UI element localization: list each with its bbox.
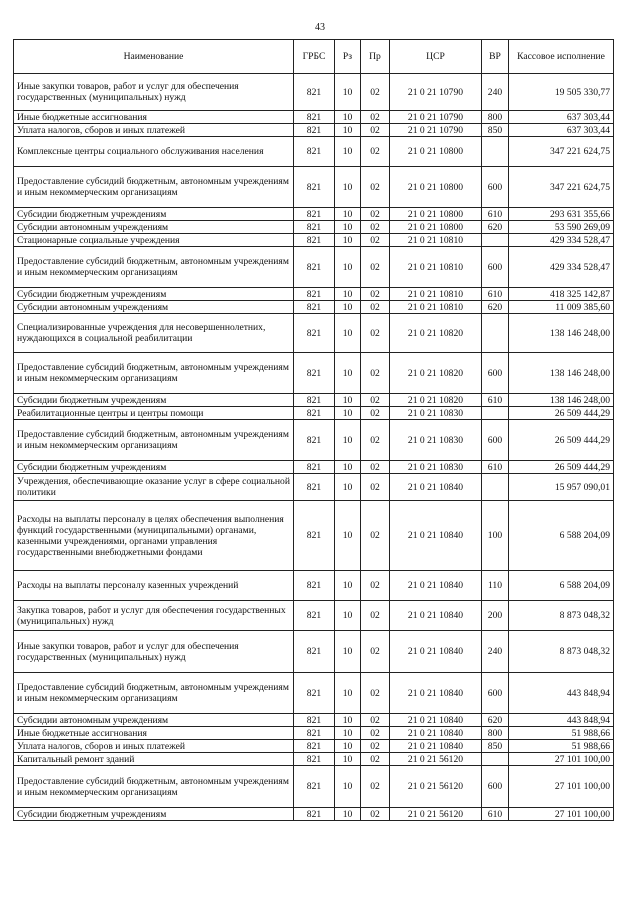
row-vr: 800 bbox=[482, 727, 509, 740]
table-row bbox=[14, 673, 614, 714]
row-vr: 200 bbox=[482, 601, 509, 631]
row-csr: 21 0 21 10790 bbox=[390, 111, 482, 124]
row-vr: 600 bbox=[482, 167, 509, 208]
row-vr: 600 bbox=[482, 353, 509, 394]
row-pr: 02 bbox=[361, 631, 390, 673]
row-csr: 21 0 21 10820 bbox=[390, 353, 482, 394]
row-rz: 10 bbox=[335, 111, 361, 124]
row-rz: 10 bbox=[335, 124, 361, 137]
table-row bbox=[14, 808, 614, 821]
row-name: Предоставление субсидий бюджетным, автономным учреждениям и иным некоммерческим организациям bbox=[14, 353, 294, 394]
row-csr: 21 0 21 10840 bbox=[390, 714, 482, 727]
row-grbs: 821 bbox=[294, 740, 335, 753]
row-pr: 02 bbox=[361, 727, 390, 740]
row-name: Уплата налогов, сборов и иных платежей bbox=[14, 124, 294, 137]
header-grbs: ГРБС bbox=[294, 40, 335, 74]
row-name: Субсидии бюджетным учреждениям bbox=[14, 461, 294, 474]
row-name: Закупка товаров, работ и услуг для обеспечения государственных (муниципальных) нужд bbox=[14, 601, 294, 631]
row-csr: 21 0 21 10810 bbox=[390, 234, 482, 247]
row-grbs: 821 bbox=[294, 727, 335, 740]
row-vr: 850 bbox=[482, 124, 509, 137]
table-row bbox=[14, 740, 614, 753]
row-rz: 10 bbox=[335, 301, 361, 314]
table-row bbox=[14, 461, 614, 474]
row-amount: 8 873 048,32 bbox=[509, 601, 614, 631]
row-grbs: 821 bbox=[294, 167, 335, 208]
row-grbs: 821 bbox=[294, 461, 335, 474]
row-csr: 21 0 21 10810 bbox=[390, 288, 482, 301]
row-vr: 610 bbox=[482, 394, 509, 407]
row-pr: 02 bbox=[361, 137, 390, 167]
row-amount: 443 848,94 bbox=[509, 673, 614, 714]
row-rz: 10 bbox=[335, 753, 361, 766]
row-rz: 10 bbox=[335, 247, 361, 288]
table-row bbox=[14, 753, 614, 766]
row-pr: 02 bbox=[361, 111, 390, 124]
row-grbs: 821 bbox=[294, 394, 335, 407]
row-amount: 347 221 624,75 bbox=[509, 137, 614, 167]
row-grbs: 821 bbox=[294, 247, 335, 288]
row-amount: 293 631 355,66 bbox=[509, 208, 614, 221]
row-grbs: 821 bbox=[294, 420, 335, 461]
row-csr: 21 0 21 10800 bbox=[390, 137, 482, 167]
row-csr: 21 0 21 10830 bbox=[390, 461, 482, 474]
row-name: Предоставление субсидий бюджетным, автономным учреждениям и иным некоммерческим организациям bbox=[14, 167, 294, 208]
row-pr: 02 bbox=[361, 673, 390, 714]
row-csr: 21 0 21 10840 bbox=[390, 474, 482, 501]
header-vr: ВР bbox=[482, 40, 509, 74]
row-vr: 600 bbox=[482, 766, 509, 808]
row-rz: 10 bbox=[335, 601, 361, 631]
row-rz: 10 bbox=[335, 474, 361, 501]
row-amount: 15 957 090,01 bbox=[509, 474, 614, 501]
row-pr: 02 bbox=[361, 740, 390, 753]
row-amount: 26 509 444,29 bbox=[509, 407, 614, 420]
row-vr: 620 bbox=[482, 221, 509, 234]
table-row bbox=[14, 601, 614, 631]
row-csr: 21 0 21 10800 bbox=[390, 208, 482, 221]
row-name: Специализированные учреждения для несовершеннолетних, нуждающихся в социальной реабилитации bbox=[14, 314, 294, 353]
table-row bbox=[14, 314, 614, 353]
row-grbs: 821 bbox=[294, 301, 335, 314]
row-vr: 620 bbox=[482, 301, 509, 314]
row-csr: 21 0 21 10810 bbox=[390, 301, 482, 314]
row-rz: 10 bbox=[335, 137, 361, 167]
row-vr: 610 bbox=[482, 208, 509, 221]
row-csr: 21 0 21 10840 bbox=[390, 727, 482, 740]
table-row bbox=[14, 631, 614, 673]
page-number: 43 bbox=[315, 22, 325, 33]
row-amount: 443 848,94 bbox=[509, 714, 614, 727]
row-pr: 02 bbox=[361, 353, 390, 394]
table-row bbox=[14, 474, 614, 501]
row-grbs: 821 bbox=[294, 314, 335, 353]
row-vr: 610 bbox=[482, 461, 509, 474]
row-vr: 110 bbox=[482, 571, 509, 601]
row-amount: 347 221 624,75 bbox=[509, 167, 614, 208]
row-pr: 02 bbox=[361, 167, 390, 208]
row-name: Предоставление субсидий бюджетным, автономным учреждениям и иным некоммерческим организациям bbox=[14, 673, 294, 714]
row-rz: 10 bbox=[335, 766, 361, 808]
row-amount: 429 334 528,47 bbox=[509, 234, 614, 247]
row-pr: 02 bbox=[361, 124, 390, 137]
row-name: Иные бюджетные ассигнования bbox=[14, 111, 294, 124]
row-vr: 600 bbox=[482, 420, 509, 461]
row-amount: 8 873 048,32 bbox=[509, 631, 614, 673]
row-rz: 10 bbox=[335, 740, 361, 753]
row-csr: 21 0 21 10800 bbox=[390, 167, 482, 208]
row-rz: 10 bbox=[335, 394, 361, 407]
row-csr: 21 0 21 10840 bbox=[390, 571, 482, 601]
row-rz: 10 bbox=[335, 571, 361, 601]
row-name: Реабилитационные центры и центры помощи bbox=[14, 407, 294, 420]
row-pr: 02 bbox=[361, 301, 390, 314]
row-csr: 21 0 21 10840 bbox=[390, 673, 482, 714]
row-rz: 10 bbox=[335, 208, 361, 221]
row-amount: 51 988,66 bbox=[509, 727, 614, 740]
table-row bbox=[14, 124, 614, 137]
row-amount: 637 303,44 bbox=[509, 111, 614, 124]
table-body bbox=[14, 74, 614, 821]
row-rz: 10 bbox=[335, 714, 361, 727]
row-grbs: 821 bbox=[294, 766, 335, 808]
row-grbs: 821 bbox=[294, 208, 335, 221]
row-name: Учреждения, обеспечивающие оказание услуг в сфере социальной политики bbox=[14, 474, 294, 501]
table-row bbox=[14, 208, 614, 221]
row-amount: 26 509 444,29 bbox=[509, 461, 614, 474]
row-name: Субсидии бюджетным учреждениям bbox=[14, 808, 294, 821]
header-csr: ЦСР bbox=[390, 40, 482, 74]
table-row bbox=[14, 353, 614, 394]
row-pr: 02 bbox=[361, 247, 390, 288]
row-vr: 620 bbox=[482, 714, 509, 727]
row-pr: 02 bbox=[361, 394, 390, 407]
row-csr: 21 0 21 10820 bbox=[390, 314, 482, 353]
row-name: Иные бюджетные ассигнования bbox=[14, 727, 294, 740]
table-row bbox=[14, 571, 614, 601]
row-rz: 10 bbox=[335, 420, 361, 461]
row-amount: 27 101 100,00 bbox=[509, 766, 614, 808]
row-grbs: 821 bbox=[294, 74, 335, 111]
row-vr: 240 bbox=[482, 74, 509, 111]
header-pr: Пр bbox=[361, 40, 390, 74]
row-amount: 6 588 204,09 bbox=[509, 571, 614, 601]
row-pr: 02 bbox=[361, 74, 390, 111]
row-grbs: 821 bbox=[294, 753, 335, 766]
row-pr: 02 bbox=[361, 808, 390, 821]
row-name: Предоставление субсидий бюджетным, автономным учреждениям и иным некоммерческим организациям bbox=[14, 420, 294, 461]
row-rz: 10 bbox=[335, 314, 361, 353]
table-row bbox=[14, 234, 614, 247]
row-vr: 600 bbox=[482, 247, 509, 288]
row-name: Субсидии бюджетным учреждениям bbox=[14, 208, 294, 221]
row-vr: 610 bbox=[482, 808, 509, 821]
row-rz: 10 bbox=[335, 407, 361, 420]
row-rz: 10 bbox=[335, 288, 361, 301]
row-grbs: 821 bbox=[294, 288, 335, 301]
table-row bbox=[14, 727, 614, 740]
row-vr bbox=[482, 474, 509, 501]
table-row bbox=[14, 394, 614, 407]
row-name: Иные закупки товаров, работ и услуг для обеспечения государственных (муниципальных) нужд bbox=[14, 631, 294, 673]
row-csr: 21 0 21 10830 bbox=[390, 420, 482, 461]
row-rz: 10 bbox=[335, 234, 361, 247]
row-rz: 10 bbox=[335, 808, 361, 821]
row-vr: 800 bbox=[482, 111, 509, 124]
table-header-row bbox=[14, 40, 614, 74]
row-pr: 02 bbox=[361, 501, 390, 571]
row-pr: 02 bbox=[361, 601, 390, 631]
row-pr: 02 bbox=[361, 221, 390, 234]
row-pr: 02 bbox=[361, 474, 390, 501]
table-row bbox=[14, 74, 614, 111]
table-row bbox=[14, 167, 614, 208]
row-grbs: 821 bbox=[294, 474, 335, 501]
table-row bbox=[14, 111, 614, 124]
row-rz: 10 bbox=[335, 673, 361, 714]
row-grbs: 821 bbox=[294, 124, 335, 137]
row-csr: 21 0 21 10830 bbox=[390, 407, 482, 420]
row-rz: 10 bbox=[335, 631, 361, 673]
table-row bbox=[14, 766, 614, 808]
header-rz: Рз bbox=[335, 40, 361, 74]
row-rz: 10 bbox=[335, 221, 361, 234]
row-vr bbox=[482, 753, 509, 766]
row-pr: 02 bbox=[361, 420, 390, 461]
row-vr bbox=[482, 407, 509, 420]
row-csr: 21 0 21 56120 bbox=[390, 766, 482, 808]
row-grbs: 821 bbox=[294, 571, 335, 601]
row-pr: 02 bbox=[361, 766, 390, 808]
row-pr: 02 bbox=[361, 753, 390, 766]
row-name: Предоставление субсидий бюджетным, автономным учреждениям и иным некоммерческим организациям bbox=[14, 247, 294, 288]
row-csr: 21 0 21 10840 bbox=[390, 740, 482, 753]
row-vr: 850 bbox=[482, 740, 509, 753]
table-row bbox=[14, 247, 614, 288]
row-amount: 637 303,44 bbox=[509, 124, 614, 137]
row-amount: 138 146 248,00 bbox=[509, 394, 614, 407]
row-pr: 02 bbox=[361, 571, 390, 601]
row-name: Капитальный ремонт зданий bbox=[14, 753, 294, 766]
row-csr: 21 0 21 10840 bbox=[390, 601, 482, 631]
row-name: Субсидии бюджетным учреждениям bbox=[14, 288, 294, 301]
row-name: Расходы на выплаты персоналу казенных учреждений bbox=[14, 571, 294, 601]
row-amount: 53 590 269,09 bbox=[509, 221, 614, 234]
row-amount: 27 101 100,00 bbox=[509, 753, 614, 766]
row-amount: 51 988,66 bbox=[509, 740, 614, 753]
row-name: Субсидии автономным учреждениям bbox=[14, 714, 294, 727]
row-csr: 21 0 21 10840 bbox=[390, 501, 482, 571]
row-rz: 10 bbox=[335, 727, 361, 740]
row-csr: 21 0 21 10840 bbox=[390, 631, 482, 673]
row-name: Субсидии автономным учреждениям bbox=[14, 301, 294, 314]
row-name: Иные закупки товаров, работ и услуг для обеспечения государственных (муниципальных) нужд bbox=[14, 74, 294, 111]
row-csr: 21 0 21 56120 bbox=[390, 808, 482, 821]
row-pr: 02 bbox=[361, 208, 390, 221]
row-grbs: 821 bbox=[294, 501, 335, 571]
row-pr: 02 bbox=[361, 407, 390, 420]
row-vr: 610 bbox=[482, 288, 509, 301]
row-name: Субсидии автономным учреждениям bbox=[14, 221, 294, 234]
row-csr: 21 0 21 10810 bbox=[390, 247, 482, 288]
row-amount: 138 146 248,00 bbox=[509, 353, 614, 394]
table-row bbox=[14, 301, 614, 314]
row-grbs: 821 bbox=[294, 221, 335, 234]
header-name: Наименование bbox=[14, 40, 294, 74]
row-grbs: 821 bbox=[294, 808, 335, 821]
row-rz: 10 bbox=[335, 501, 361, 571]
row-grbs: 821 bbox=[294, 407, 335, 420]
row-vr bbox=[482, 234, 509, 247]
row-grbs: 821 bbox=[294, 601, 335, 631]
row-vr: 100 bbox=[482, 501, 509, 571]
row-pr: 02 bbox=[361, 461, 390, 474]
row-csr: 21 0 21 10800 bbox=[390, 221, 482, 234]
row-csr: 21 0 21 56120 bbox=[390, 753, 482, 766]
row-pr: 02 bbox=[361, 234, 390, 247]
table-row bbox=[14, 288, 614, 301]
row-name: Уплата налогов, сборов и иных платежей bbox=[14, 740, 294, 753]
row-grbs: 821 bbox=[294, 111, 335, 124]
row-vr bbox=[482, 314, 509, 353]
row-amount: 6 588 204,09 bbox=[509, 501, 614, 571]
row-grbs: 821 bbox=[294, 137, 335, 167]
row-pr: 02 bbox=[361, 314, 390, 353]
row-grbs: 821 bbox=[294, 673, 335, 714]
row-name: Стационарные социальные учреждения bbox=[14, 234, 294, 247]
table-row bbox=[14, 420, 614, 461]
table-row bbox=[14, 137, 614, 167]
row-amount: 138 146 248,00 bbox=[509, 314, 614, 353]
row-grbs: 821 bbox=[294, 631, 335, 673]
row-name: Субсидии бюджетным учреждениям bbox=[14, 394, 294, 407]
row-csr: 21 0 21 10790 bbox=[390, 74, 482, 111]
row-name: Предоставление субсидий бюджетным, автономным учреждениям и иным некоммерческим организациям bbox=[14, 766, 294, 808]
table-row bbox=[14, 714, 614, 727]
budget-execution-table bbox=[13, 39, 614, 821]
row-amount: 26 509 444,29 bbox=[509, 420, 614, 461]
table-row bbox=[14, 407, 614, 420]
row-name: Комплексные центры социального обслуживания населения bbox=[14, 137, 294, 167]
row-csr: 21 0 21 10790 bbox=[390, 124, 482, 137]
row-rz: 10 bbox=[335, 353, 361, 394]
row-csr: 21 0 21 10820 bbox=[390, 394, 482, 407]
row-amount: 11 009 385,60 bbox=[509, 301, 614, 314]
row-grbs: 821 bbox=[294, 714, 335, 727]
row-vr bbox=[482, 137, 509, 167]
table-row bbox=[14, 221, 614, 234]
row-grbs: 821 bbox=[294, 234, 335, 247]
header-amount: Кассовое исполнение bbox=[509, 40, 614, 74]
row-pr: 02 bbox=[361, 714, 390, 727]
row-amount: 19 505 330,77 bbox=[509, 74, 614, 111]
row-amount: 27 101 100,00 bbox=[509, 808, 614, 821]
table-row bbox=[14, 501, 614, 571]
row-amount: 418 325 142,87 bbox=[509, 288, 614, 301]
row-vr: 240 bbox=[482, 631, 509, 673]
row-name: Расходы на выплаты персоналу в целях обеспечения выполнения функций государственными (муниципальными) органами, казенными учреждениями, органами управления государственными внебюджетными фондами bbox=[14, 501, 294, 571]
row-amount: 429 334 528,47 bbox=[509, 247, 614, 288]
row-rz: 10 bbox=[335, 74, 361, 111]
row-rz: 10 bbox=[335, 461, 361, 474]
row-rz: 10 bbox=[335, 167, 361, 208]
row-pr: 02 bbox=[361, 288, 390, 301]
row-grbs: 821 bbox=[294, 353, 335, 394]
row-vr: 600 bbox=[482, 673, 509, 714]
